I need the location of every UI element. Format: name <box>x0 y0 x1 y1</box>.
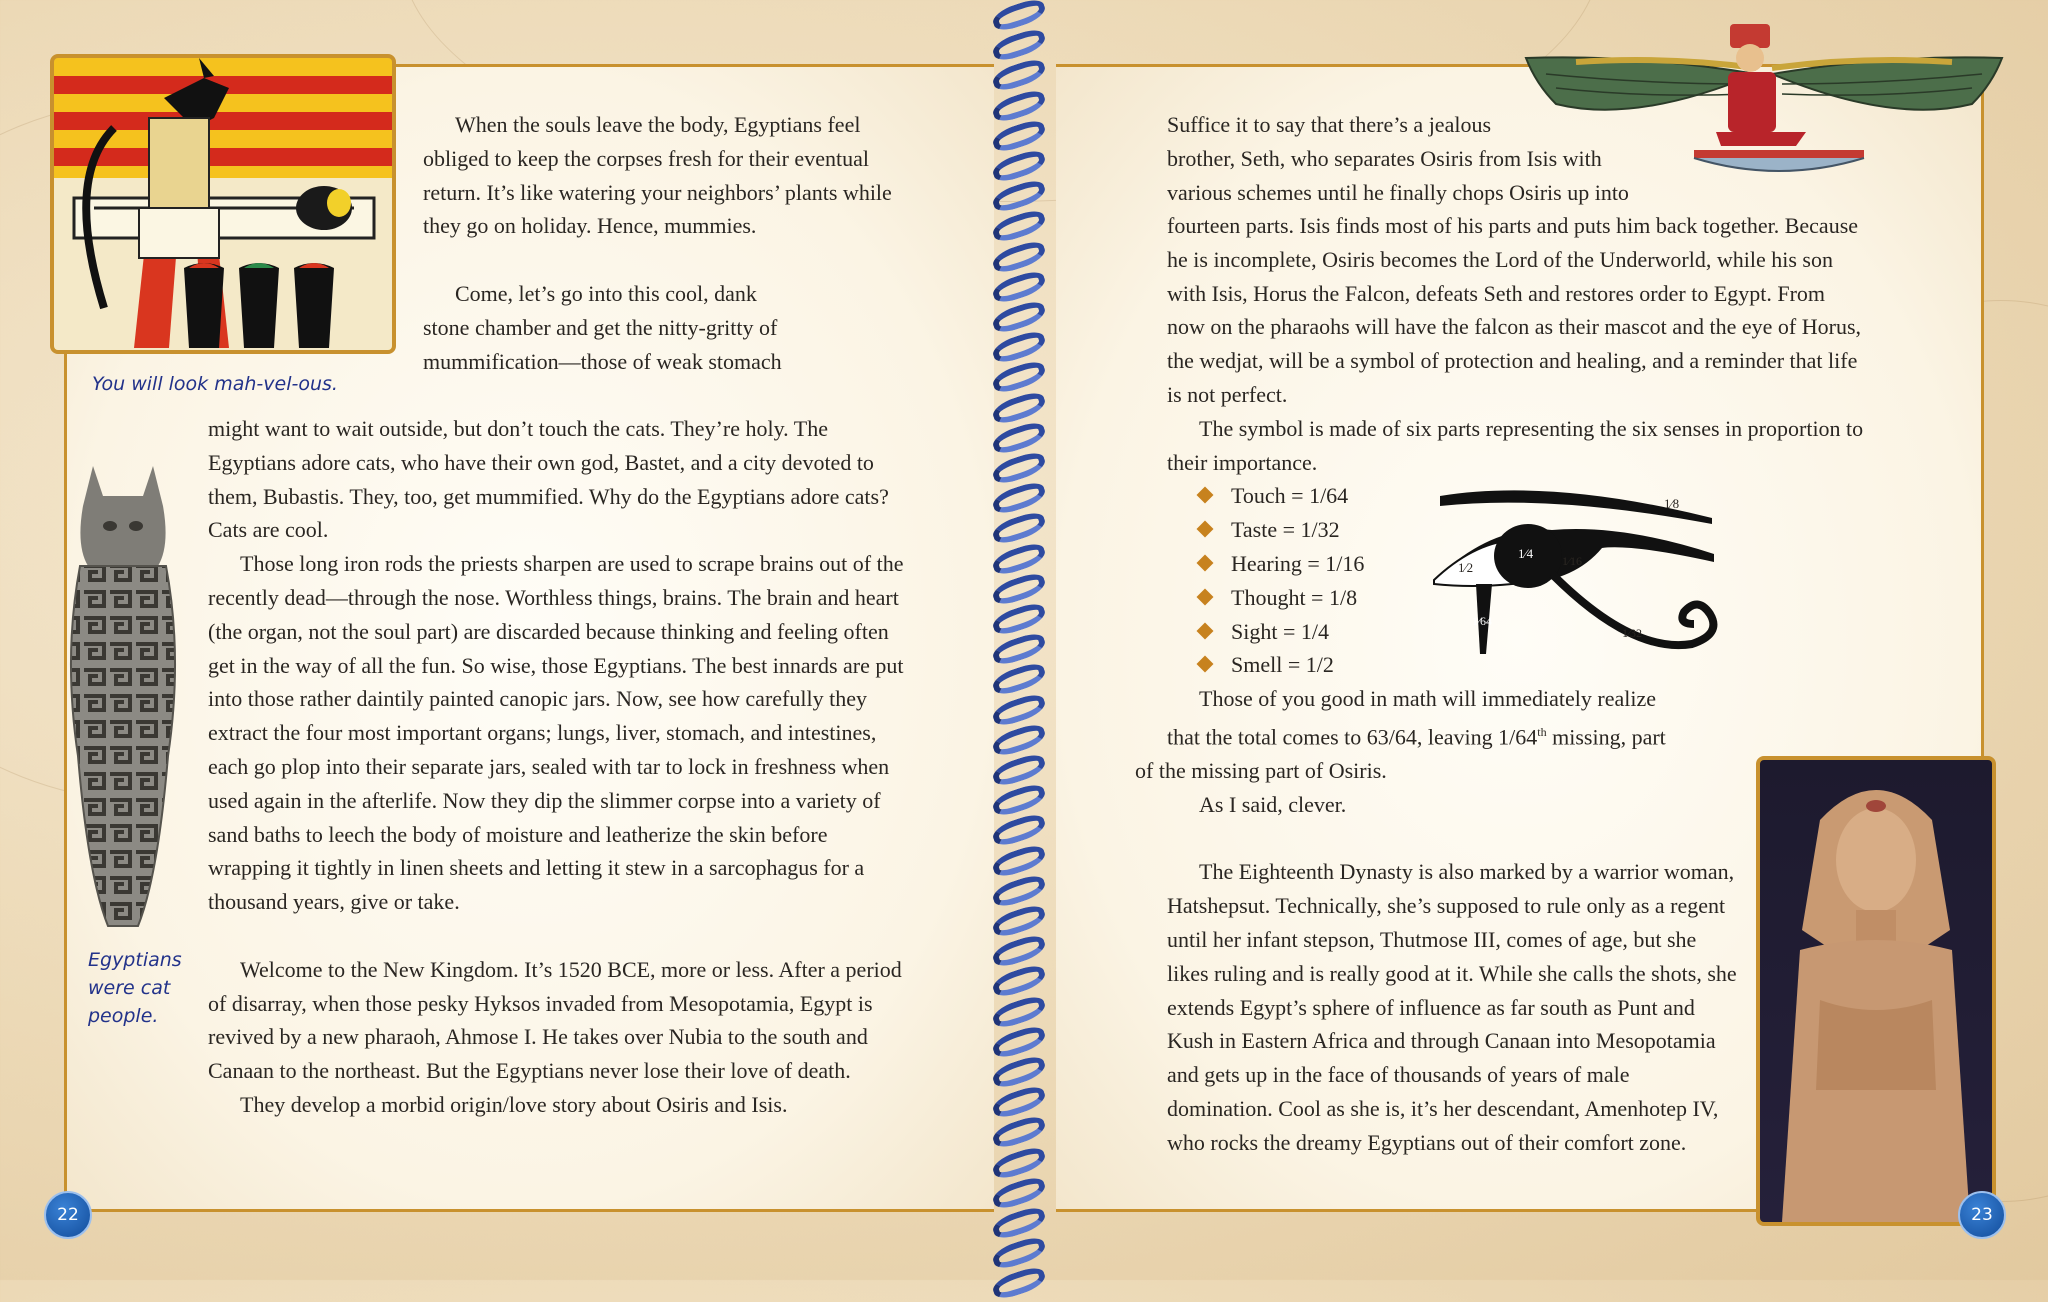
spiral-ring <box>990 1265 1048 1302</box>
superscript: th <box>1537 724 1547 739</box>
spiral-ring <box>990 600 1048 638</box>
text: that the total comes to 63/64, leaving 1/64 <box>1167 724 1538 750</box>
spiral-ring <box>990 1234 1048 1272</box>
spiral-ring <box>990 691 1048 729</box>
spiral-ring <box>990 389 1048 427</box>
spiral-ring <box>990 781 1048 819</box>
eye-label-eighth: 1⁄8 <box>1664 496 1680 511</box>
sense-label: Smell = 1/2 <box>1231 652 1334 678</box>
spiral-ring <box>990 1144 1048 1182</box>
eye-of-horus-diagram <box>1432 484 1722 674</box>
cat-caption-line: were cat <box>88 977 171 999</box>
spiral-ring <box>990 570 1048 608</box>
paragraph-line: mummification—those of weak stomach <box>423 348 782 374</box>
hatshepsut-statue-image <box>1756 756 1996 1226</box>
sense-label: Sight = 1/4 <box>1231 618 1329 644</box>
sense-label: Thought = 1/8 <box>1231 584 1358 610</box>
eye-label-thirtysecond: 1⁄32 <box>1622 626 1643 640</box>
sense-label: Taste = 1/32 <box>1231 517 1340 543</box>
cat-caption <box>88 946 182 1030</box>
spiral-ring <box>990 147 1048 185</box>
cat-mummy-image <box>58 456 188 936</box>
spiral-ring <box>990 268 1048 306</box>
spiral-ring <box>990 1083 1048 1121</box>
paragraph: fourteen parts. Isis finds most of his parts and puts him back together. Because he is incomplete, Osiris becomes the Lord of the Underworld, while his son with Isis, Horus the Falcon, defeats Seth and restores order to Egypt. From now on the pharaohs will have the falcon as their mascot and the eye of Horus, the wedjat, will be a symbol of protection and healing, and a reminder that life is not perfect. <box>1167 213 1862 407</box>
right-text-top <box>1167 108 1667 209</box>
spiral-ring <box>990 1114 1048 1152</box>
spiral-ring <box>990 510 1048 548</box>
spiral-ring <box>990 993 1048 1031</box>
spiral-ring <box>990 57 1048 95</box>
spiral-ring <box>990 1174 1048 1212</box>
spiral-ring <box>990 963 1048 1001</box>
eye-label-half: 1⁄2 <box>1458 560 1474 575</box>
spiral-ring <box>990 117 1048 155</box>
eye-label-sixtyfourth: 1⁄64 <box>1472 614 1493 628</box>
paragraph-line: various schemes until he finally chops Osiris up into <box>1167 179 1629 205</box>
spiral-ring <box>990 87 1048 125</box>
left-text-intro <box>423 108 903 378</box>
spiral-ring <box>990 177 1048 215</box>
spiral-ring <box>990 842 1048 880</box>
text: missing, part <box>1546 724 1666 750</box>
paragraph: As I said, clever. <box>1199 791 1347 817</box>
spiral-ring <box>990 328 1048 366</box>
sense-label: Hearing = 1/16 <box>1231 550 1365 576</box>
spiral-ring <box>990 238 1048 276</box>
paragraph: The Eighteenth Dynasty is also marked by a warrior woman, Hatshepsut. Technically, she’s supposed to rule only as a regent until her infant stepson, Thutmose III, comes of age, but she likes ruling and is really good at it. While she calls the shots, she extends Egypt’s sphere of influence as far south as Punt and Kush in Eastern Africa and through Canaan into Mesopotamia and gets up in the face of thousands of years of male domination. Cool as she is, it’s her descendant, Amenhotep IV, who rocks the dreamy Egyptians out of their comfort zone. <box>1167 859 1737 1155</box>
paragraph: might want to wait outside, but don’t touch the cats. They’re holy. The Egyptians adore cats, who have their own god, Bastet, and a city devoted to them, Bubastis. They, too, get mummified. Why do the Egyptians adore cats? Cats are cool. <box>208 416 889 543</box>
paragraph-line: brother, Seth, who separates Osiris from Isis with <box>1167 145 1602 171</box>
anubis-caption: You will look mah-vel-ous. <box>92 373 338 395</box>
spiral-ring <box>990 751 1048 789</box>
cat-caption-line: people. <box>88 1005 159 1027</box>
spiral-ring <box>990 1023 1048 1061</box>
spiral-ring <box>990 419 1048 457</box>
text: Those of you good in math will immediately realize <box>1199 686 1656 712</box>
paragraph-line: Come, let’s go into this cool, dank <box>455 280 757 306</box>
cat-caption-line: Egyptians <box>88 949 182 971</box>
paragraph: Those long iron rods the priests sharpen are used to scrape brains out of the recently dead—through the nose. Worthless things, brains. The brain and heart (the organ, not the soul part) are discarded because thinking and feeling often get in the way of all the fun. So wise, those Egyptians. The best innards are put into those rather daintily painted canopic jars. Now, see how carefully they extract the four most important organs; lungs, liver, stomach, and intestines, each go plop into their separate jars, sealed with tar to lock in freshness when used again in the afterlife. Now they dip the slimmer corpse into a variety of sand baths to leech the body of moisture and leatherize the skin before wrapping it tightly in linen sheets and letting it stew in a sarcophagus for a thousand years, give or take. <box>208 551 904 915</box>
paragraph: When the souls leave the body, Egyptians feel obliged to keep the corpses fresh for their eventual return. It’s like watering your neighbors’ plants while they go on holiday. Hence, mummies. <box>423 112 892 239</box>
paragraph-line: Suffice it to say that there’s a jealous <box>1167 112 1492 137</box>
spiral-ring <box>990 872 1048 910</box>
anubis-illustration <box>50 54 396 354</box>
paragraph: The symbol is made of six parts representing the six senses in proportion to their importance. <box>1167 415 1864 475</box>
spiral-ring <box>990 26 1048 64</box>
page-number-left: 22 <box>44 1191 92 1239</box>
spiral-ring <box>990 449 1048 487</box>
text: of the missing part of Osiris. <box>1135 758 1387 784</box>
spiral-binding <box>986 0 1058 1280</box>
spiral-ring <box>990 932 1048 970</box>
paragraph-math <box>1135 682 1727 788</box>
spiral-ring <box>990 1204 1048 1242</box>
paragraph: Welcome to the New Kingdom. It’s 1520 BCE, more or less. After a period of disarray, when those pesky Hyksos invaded from Mesopotamia, Egypt is revived by a new pharaoh, Ahmose I. He takes over Nubia to the south and Canaan to the northeast. But the Egyptians never lose their love of death. <box>208 956 902 1084</box>
left-text-main <box>208 412 908 1122</box>
sense-label: Touch = 1/64 <box>1231 483 1349 509</box>
spiral-ring <box>990 721 1048 759</box>
eye-label-quarter: 1⁄4 <box>1518 546 1534 561</box>
spiral-ring <box>990 0 1048 34</box>
page-number-right: 23 <box>1958 1191 2006 1239</box>
spiral-ring <box>990 540 1048 578</box>
eye-label-sixteenth: 1⁄16 <box>1562 554 1583 568</box>
spiral-ring <box>990 1053 1048 1091</box>
paragraph-line: stone chamber and get the nitty-gritty of <box>423 314 778 340</box>
spiral-ring <box>990 479 1048 517</box>
spiral-ring <box>990 630 1048 668</box>
spiral-ring <box>990 359 1048 397</box>
spiral-ring <box>990 812 1048 850</box>
spiral-ring <box>990 208 1048 246</box>
paragraph: They develop a morbid origin/love story about Osiris and Isis. <box>240 1091 788 1117</box>
spiral-ring <box>990 902 1048 940</box>
spiral-ring <box>990 298 1048 336</box>
spiral-ring <box>990 661 1048 699</box>
